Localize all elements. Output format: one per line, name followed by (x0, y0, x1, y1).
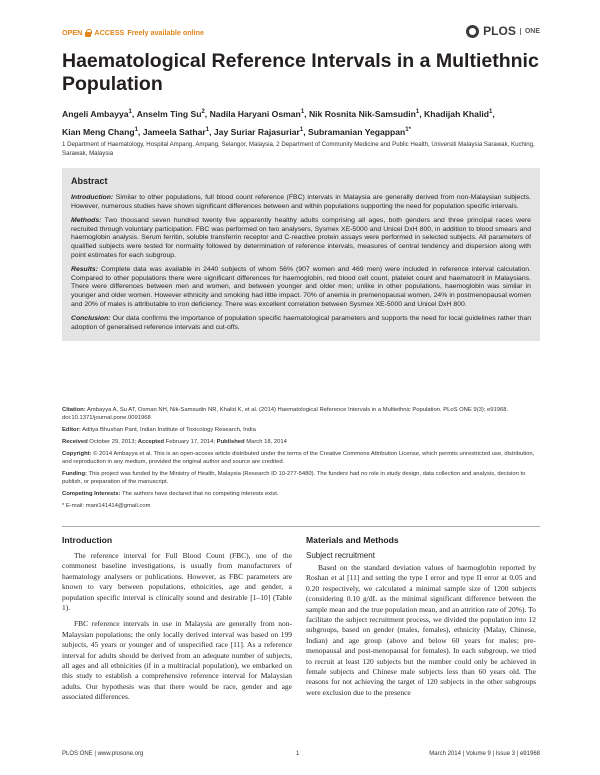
email: * E-mail: mani141414@gmail.com (62, 503, 151, 509)
author: Nik Rosnita Nik-Samsudin$^1$, (308, 108, 425, 119)
competing-interests: Competing Interests: The authors have declared that no competing interests exist. (62, 491, 279, 497)
abstract-introduction: Introduction: Similar to other populations, full blood count reference (FBC) intervals in Malaysia are generally derived from non-Malaysian subjects. However, numerous studies have shown significant differences between and within populations supporting the need for population specific intervals. (71, 194, 531, 210)
author: Jameela Sathar$^1$, (142, 126, 214, 137)
left-column (62, 535, 292, 709)
footer-journal: PLOS ONE | www.plosone.org (62, 751, 144, 757)
section-divider (62, 526, 540, 527)
access-label: ACCESS (94, 28, 125, 37)
author: Subramanian Yegappan$^{1*}$ (308, 126, 411, 137)
methods-heading: Materials and Methods (306, 535, 399, 545)
introduction-paragraph-1: The reference interval for Full Blood Count (FBC), one of the commonest baseline investigations, is usually from manufacturers of haematology analysers or publications. However, as FBC parameters are known to vary between populations, ethnicities, age and gender, a population specific interval is clinically sound and desirable [1–10] (Table 1). (62, 551, 292, 613)
one-logo-text: ONE (520, 28, 540, 35)
open-access-lock-icon (85, 29, 91, 37)
author: Jay Suriar Rajasuriar$^1$, (213, 126, 309, 137)
introduction-paragraph-2: FBC reference intervals in use in Malaysia are generally from non-Malaysian populations; the only locally derived interval was based on 199 subjects, 45 years or younger and of unspecified race [11]. As a reference interval for adults should be derived from an adequate number of subjects, all ages and all ethnicities (if in a multiracial population), we embarked on this study to establish a comprehensive reference interval for Malaysian adults. Our hypothesis was that there would be race, gender and age associated differences. (62, 619, 292, 702)
methods-paragraph-1: Based on the standard deviation values of haemoglobin reported by Roshan et al [11] and setting the type I error and type II error at 0.05 and 0.20 respectively, we calculated a minimal sample size of 1200 subjects (considering 0.10 g/dL as the minimal significant difference between the sample mean and the true population mean, and an attrition rate of 20%). To facilitate the subject recruitment process, we divided the population into 12 subgroups, based on gender (males, females), ethnicity (Malay, Chinese, Indian) and age group (above and below 60 years for males; pre-menopausal and post-menopausal for females). In each subgroup, we tried to recruit at least 120 subjects but the number could only be achieved in female subjects and Chinese male subjects less than 60 years old. The reasons for not achieving the target of 120 subjects in the other subgroups were exclusion due to the presence (306, 563, 536, 697)
author-list (62, 104, 552, 140)
subject-recruitment-heading: Subject recruitment (306, 551, 375, 560)
editor: Editor: Aditya Bhushan Pant, Indian Institute of Toxicology Research, India (62, 427, 256, 433)
plos-logo-text: PLOS (483, 24, 516, 38)
article-title: Haematological Reference Intervals in a Multiethnic Population (62, 50, 539, 95)
right-column (306, 535, 536, 704)
footer-issue: March 2014 | Volume 9 | Issue 3 | e91968 (429, 751, 540, 757)
author: Kian Meng Chang$^1$, (62, 126, 143, 137)
affiliations: 1 Department of Haematology, Hospital Ampang, Ampang, Selangor, Malaysia, 2 Department of Community Medicine and Public Health, Universiti Malaysia Sarawak, Kuching, Sarawak, Malaysia (62, 141, 535, 157)
open-label: OPEN (62, 28, 83, 37)
author: Anselm Ting Su$^2$, (136, 108, 210, 119)
plos-one-logo (466, 24, 540, 38)
author: Khadijah Khalid$^1$, (424, 108, 495, 119)
abstract-methods: Methods: Two thousand seven hundred twenty five apparently healthy adults comprising all ages, both genders and three principal races were recruited through voluntary participation. FBC was performed on two analysers, Sysmex XE-5000 and Unicel DxH 800, in addition to blood smears and haemoglobin analysis. Serum ferritin, soluble transferrin receptor and C-reactive protein assays were performed in selected subjects. All parameters of qualified subjects were tested for normality followed by determination of reference intervals, measures of central tendency and dispersion along with point estimates for each subgroup. (71, 217, 531, 259)
freely-available-label: Freely available online (127, 28, 205, 37)
abstract-heading: Abstract (71, 176, 108, 186)
dates: Received October 29, 2013; Accepted February 17, 2014; Published March 18, 2014 (62, 439, 287, 445)
footer-page-number: 1 (296, 751, 300, 757)
open-access-banner (62, 28, 204, 37)
copyright: Copyright: © 2014 Ambayya et al. This is an open-access article distributed under the terms of the Creative Commons Attribution License, which permits unrestricted use, distribution, and reproduction in any medium, provided the original author and source are credited. (62, 451, 535, 465)
email-link[interactable]: mani141414@gmail.com (85, 503, 151, 509)
abstract-conclusion: Conclusion: Our data confirms the importance of population specific haematological parameters and supports the need for local guidelines rather than adoption of generalised reference intervals and cut-offs. (71, 315, 531, 331)
abstract-results: Results: Complete data was available in 2440 subjects of whom 56% (907 women and 469 men) were included in reference interval calculation. Compared to other populations there were significant differences for haemoglobin, red blood cell count, platelet count and haematocrit in Malaysians. There were differences between men and women, and between younger and older men; unlike in other populations, haemoglobin was similar in younger and older women. However ethnicity and smoking had little impact. 70% of anemia in premenopausal women, 24% in postmenopausal women and 20% of males is attributable to iron deficiency. There was excellent correlation between Sysmex XE-5000 and Unicel DxH 800. (71, 266, 531, 308)
funding: Funding: This project was funded by the Ministry of Health, Malaysia (Research ID 10-277-5480). The funders had no role in study design, data collection and analysis, decision to publish, or preparation of the manuscript. (62, 471, 526, 485)
author: Nadila Haryani Osman$^1$, (209, 108, 309, 119)
citation: Citation: Ambayya A, Su AT, Osman NH, Nik-Samsudin NR, Khalid K, et al. (2014) Haematological Reference Intervals in a Multiethnic Population. PLoS ONE 9(3): e91968. doi:10.1371/journal.pone.0091968 (62, 407, 509, 421)
introduction-heading: Introduction (62, 535, 113, 545)
page-footer (62, 751, 540, 757)
plos-logo-icon (466, 25, 479, 38)
author: Angeli Ambayya$^1$, (62, 108, 137, 119)
abstract-box (62, 168, 540, 341)
article-metadata (62, 406, 540, 510)
